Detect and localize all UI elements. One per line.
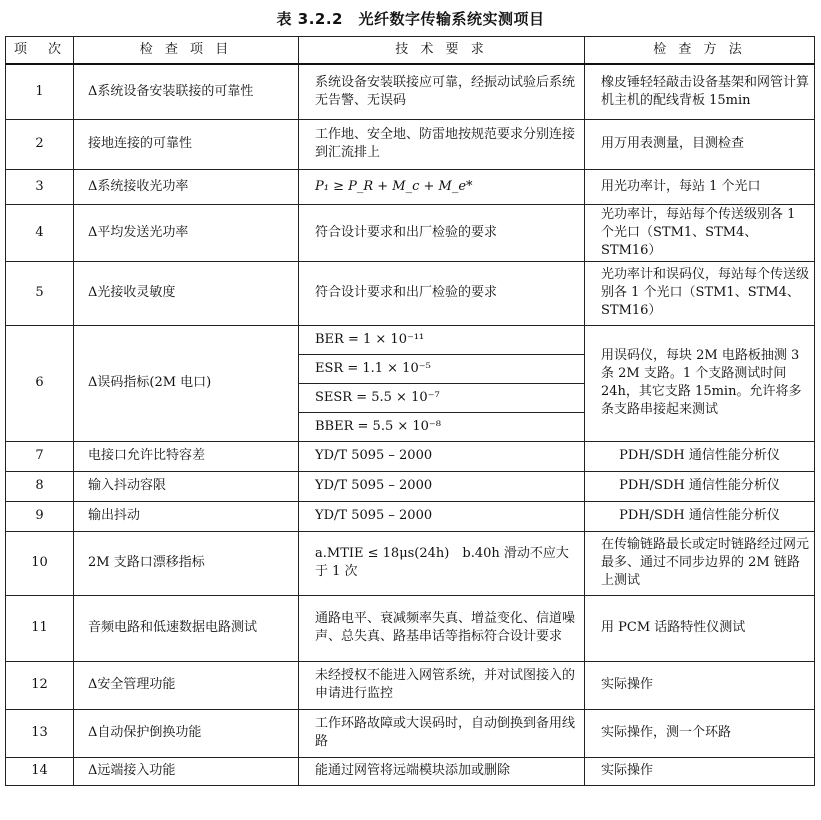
table-row bbox=[6, 325, 815, 354]
row-number: 4 bbox=[6, 204, 74, 261]
row-requirement: 符合设计要求和出厂检验的要求 bbox=[299, 261, 585, 325]
row-item: 输出抖动 bbox=[74, 501, 299, 531]
row-requirement: 符合设计要求和出厂检验的要求 bbox=[299, 204, 585, 261]
row-number: 8 bbox=[6, 471, 74, 501]
row-item: 电接口允许比特容差 bbox=[74, 441, 299, 471]
row-method: PDH/SDH 通信性能分析仪 bbox=[585, 501, 815, 531]
row-requirement-ber: BER = 1 × 10⁻¹¹ bbox=[299, 325, 585, 354]
row-method: 用 PCM 话路特性仪测试 bbox=[585, 595, 815, 661]
table-row bbox=[6, 64, 815, 119]
row-requirement: YD/T 5095 – 2000 bbox=[299, 501, 585, 531]
row-number: 14 bbox=[6, 757, 74, 785]
inspection-table bbox=[5, 36, 815, 786]
table-row bbox=[6, 501, 815, 531]
row-method: 实际操作 bbox=[585, 757, 815, 785]
row-method: 用万用表测量，目测检查 bbox=[585, 119, 815, 169]
row-requirement: 系统设备安装联接应可靠，经振动试验后系统无告警、无误码 bbox=[299, 64, 585, 119]
row-item: Δ系统设备安装联接的可靠性 bbox=[74, 64, 299, 119]
table-row bbox=[6, 441, 815, 471]
row-requirement: P₁ ≥ P_R + M_c + M_e* bbox=[299, 169, 585, 204]
table-row bbox=[6, 471, 815, 501]
row-item: Δ平均发送光功率 bbox=[74, 204, 299, 261]
table-row bbox=[6, 119, 815, 169]
header-item: 检 查 项 目 bbox=[74, 37, 299, 65]
table-row bbox=[6, 595, 815, 661]
row-item: 音频电路和低速数据电路测试 bbox=[74, 595, 299, 661]
row-item: 输入抖动容限 bbox=[74, 471, 299, 501]
header-method: 检 查 方 法 bbox=[585, 37, 815, 65]
row-method: 橡皮锤轻轻敲击设备基架和网管计算机主机的配线背板 15min bbox=[585, 64, 815, 119]
row-number: 3 bbox=[6, 169, 74, 204]
row-item: Δ光接收灵敏度 bbox=[74, 261, 299, 325]
row-requirement: 工作环路故障或大误码时，自动倒换到备用线路 bbox=[299, 709, 585, 757]
row-item: Δ自动保护倒换功能 bbox=[74, 709, 299, 757]
row-method: 用误码仪，每块 2M 电路板抽测 3 条 2M 支路。1 个支路测试时间 24h，其它支路 15min。允许将多条支路串接起来测试 bbox=[585, 325, 815, 441]
row-requirement: 工作地、安全地、防雷地按规范要求分别连接到汇流排上 bbox=[299, 119, 585, 169]
table-row bbox=[6, 169, 815, 204]
row-number: 11 bbox=[6, 595, 74, 661]
table-row bbox=[6, 204, 815, 261]
row-requirement: 未经授权不能进入网管系统，并对试图接入的申请进行监控 bbox=[299, 661, 585, 709]
row-item: 2M 支路口漂移指标 bbox=[74, 531, 299, 595]
row-number: 5 bbox=[6, 261, 74, 325]
table-row bbox=[6, 531, 815, 595]
row-method: PDH/SDH 通信性能分析仪 bbox=[585, 441, 815, 471]
header-requirement: 技 术 要 求 bbox=[299, 37, 585, 65]
table-title: 表 3.2.2 光纤数字传输系统实测项目 bbox=[276, 10, 545, 28]
row-number: 1 bbox=[6, 64, 74, 119]
row-requirement: 能通过网管将远端模块添加或删除 bbox=[299, 757, 585, 785]
row-requirement: a.MTIE ≤ 18μs(24h) b.40h 滑动不应大于 1 次 bbox=[299, 531, 585, 595]
row-requirement-sesr: SESR = 5.5 × 10⁻⁷ bbox=[299, 383, 585, 412]
row-item: Δ安全管理功能 bbox=[74, 661, 299, 709]
table-row bbox=[6, 661, 815, 709]
row-method: 光功率计和误码仪，每站每个传送级别各 1 个光口（STM1、STM4、STM16） bbox=[585, 261, 815, 325]
table-row bbox=[6, 709, 815, 757]
table-row bbox=[6, 261, 815, 325]
row-number: 10 bbox=[6, 531, 74, 595]
row-number: 12 bbox=[6, 661, 74, 709]
row-method: 实际操作 bbox=[585, 661, 815, 709]
row-method: 在传输链路最长或定时链路经过网元最多、通过不同步边界的 2M 链路上测试 bbox=[585, 531, 815, 595]
row-number: 2 bbox=[6, 119, 74, 169]
row-item: Δ误码指标(2M 电口) bbox=[74, 325, 299, 441]
row-requirement-esr: ESR = 1.1 × 10⁻⁵ bbox=[299, 354, 585, 383]
header-no: 项 次 bbox=[6, 37, 74, 65]
row-item: Δ系统接收光功率 bbox=[74, 169, 299, 204]
row-requirement: 通路电平、衰减频率失真、增益变化、信道噪声、总失真、路基串话等指标符合设计要求 bbox=[299, 595, 585, 661]
row-requirement-bber: BBER = 5.5 × 10⁻⁸ bbox=[299, 412, 585, 441]
header-row bbox=[6, 37, 815, 65]
row-item: Δ远端接入功能 bbox=[74, 757, 299, 785]
row-number: 6 bbox=[6, 325, 74, 441]
row-number: 9 bbox=[6, 501, 74, 531]
row-method: PDH/SDH 通信性能分析仪 bbox=[585, 471, 815, 501]
row-method: 光功率计，每站每个传送级别各 1 个光口（STM1、STM4、STM16） bbox=[585, 204, 815, 261]
row-method: 实际操作，测一个环路 bbox=[585, 709, 815, 757]
row-method: 用光功率计，每站 1 个光口 bbox=[585, 169, 815, 204]
row-requirement: YD/T 5095 – 2000 bbox=[299, 471, 585, 501]
table-row bbox=[6, 757, 815, 785]
row-item: 接地连接的可靠性 bbox=[74, 119, 299, 169]
row-number: 13 bbox=[6, 709, 74, 757]
row-requirement: YD/T 5095 – 2000 bbox=[299, 441, 585, 471]
row-number: 7 bbox=[6, 441, 74, 471]
